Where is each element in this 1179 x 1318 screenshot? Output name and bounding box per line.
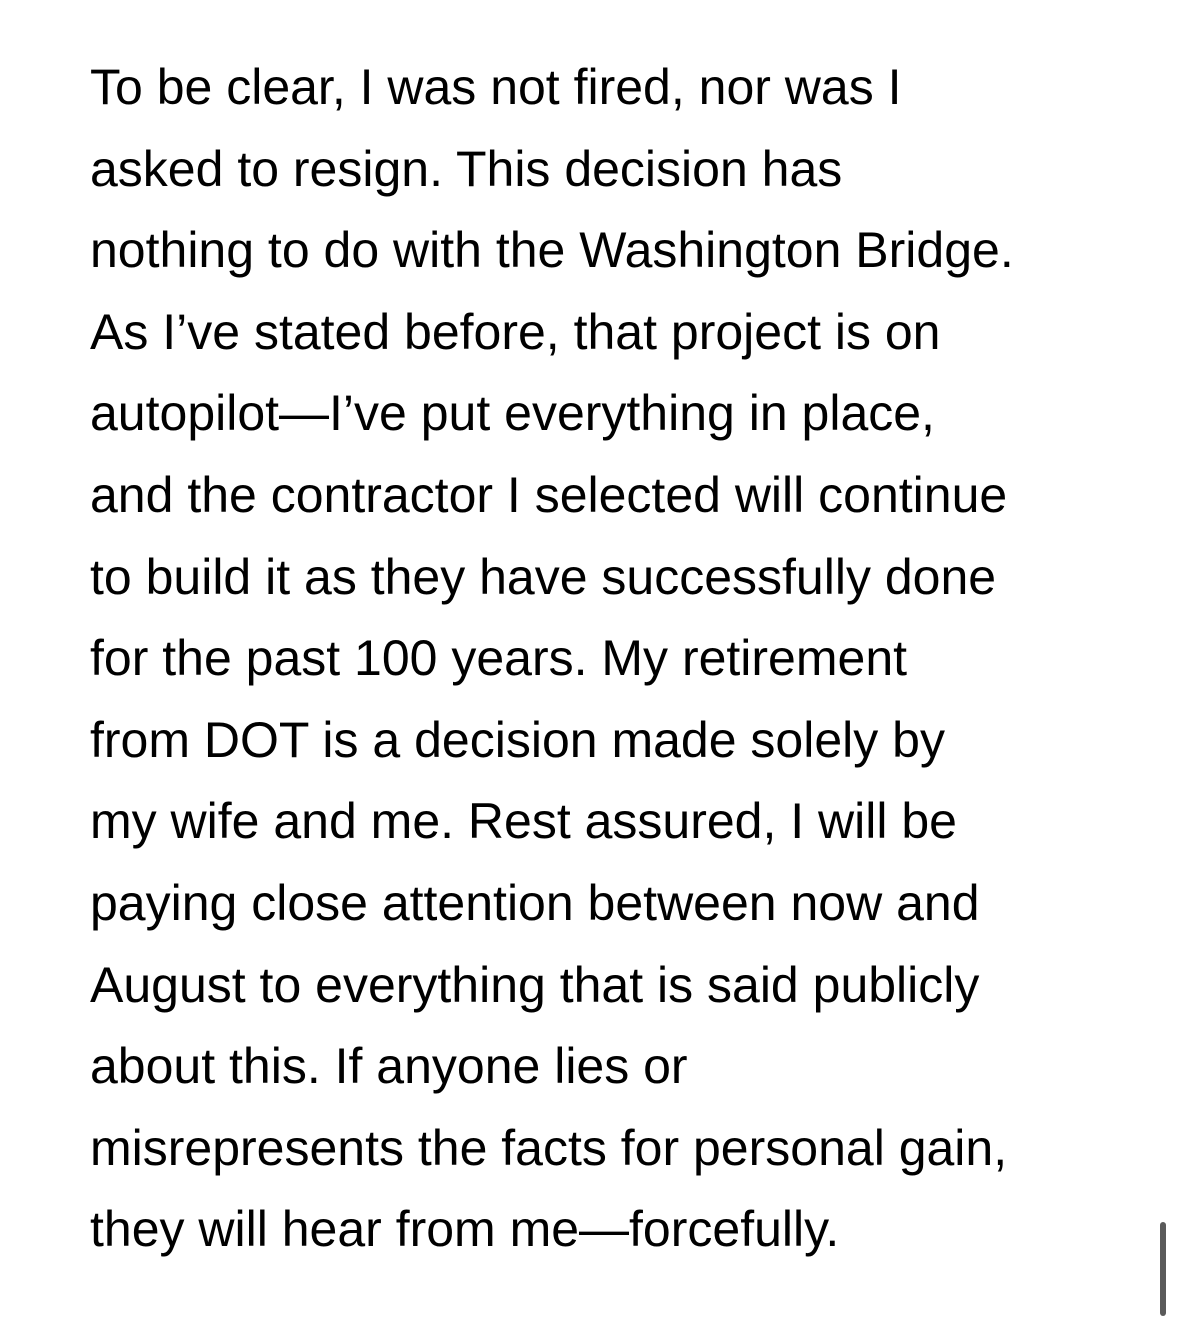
- note-line: autopilot—I’ve put everything in place,: [90, 385, 935, 442]
- note-line: for the past 100 years. My retirement: [90, 630, 908, 687]
- note-line: As I’ve stated before, that project is on: [90, 303, 941, 360]
- note-line: August to everything that is said publicly: [90, 956, 980, 1013]
- note-line: to build it as they have successfully done: [90, 548, 997, 605]
- note-line: asked to resign. This decision has: [90, 140, 843, 197]
- scroll-indicator[interactable]: [1160, 1222, 1166, 1316]
- note-line: from DOT is a decision made solely by: [90, 711, 945, 768]
- note-line: and the contractor I selected will continue: [90, 466, 1008, 523]
- note-line: nothing to do with the Washington Bridge.: [90, 222, 1014, 279]
- note-line: misrepresents the facts for personal gain,: [90, 1119, 1008, 1176]
- note-line: my wife and me. Rest assured, I will be: [90, 793, 957, 850]
- note-line: they will hear from me—forcefully.: [90, 1201, 840, 1258]
- note-line: To be clear, I was not fired, nor was I: [90, 59, 902, 115]
- note-body-text: [90, 47, 1130, 1271]
- note-line: about this. If anyone lies or: [90, 1038, 688, 1095]
- note-line: paying close attention between now and: [90, 874, 980, 931]
